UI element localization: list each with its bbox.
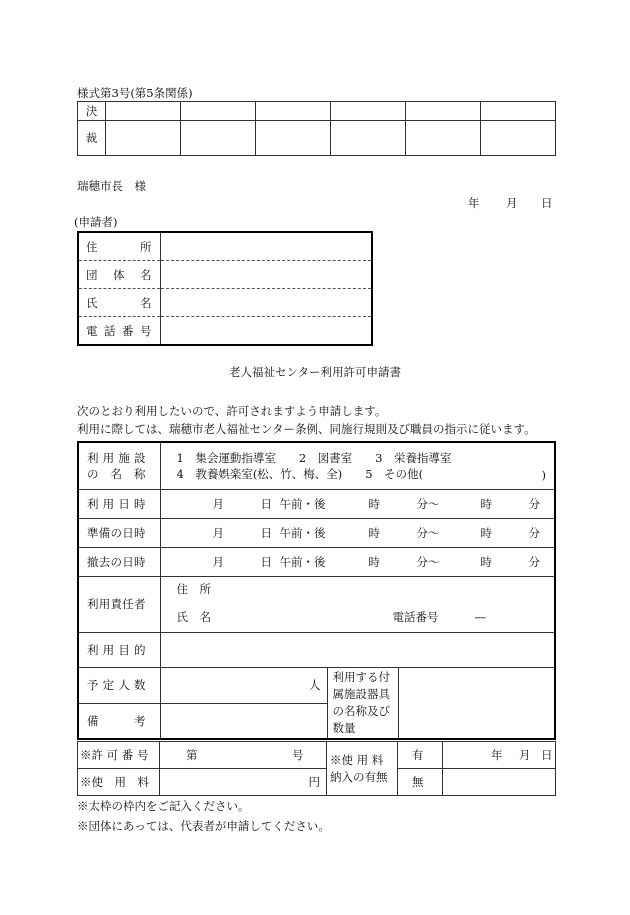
- removal-datetime-label: 撤 去 の 日 時: [78, 547, 160, 576]
- fee-unit: 円: [308, 775, 320, 789]
- applicant-name-field[interactable]: [160, 289, 372, 317]
- fee-paid-no[interactable]: 無: [398, 769, 443, 796]
- prep-datetime-label: 準 備 の 日 時: [78, 518, 160, 547]
- applicant-address-field[interactable]: [160, 232, 372, 261]
- fee-paid-date-field[interactable]: 年 月 日: [443, 742, 556, 769]
- permit-number-field[interactable]: 第 号: [160, 742, 327, 769]
- fee-paid-label: ※使 用 料 納入の有無: [327, 742, 398, 796]
- stamp-header-cell[interactable]: [481, 102, 556, 121]
- usage-datetime-label: 利 用 日 時: [78, 489, 160, 518]
- approval-stamp-grid: [77, 101, 556, 156]
- responsible-address-label: 住 所: [176, 581, 211, 596]
- addressee: 瑞穂市長 様: [77, 179, 146, 193]
- stamp-cell[interactable]: [256, 121, 331, 156]
- facility-label: 利 用 施 設 の 名 称: [78, 442, 160, 489]
- applicant-name-label: 氏 名: [78, 289, 160, 317]
- stamp-header-cell[interactable]: [406, 102, 481, 121]
- form-title: 老人福祉センター利用許可申請書: [228, 365, 402, 379]
- responsible-phone-dash: —: [474, 609, 486, 624]
- stamp-header-cell[interactable]: [106, 102, 181, 121]
- application-form: [77, 441, 556, 740]
- intro-line-1: 次のとおり利用したいので、許可されますよう申請します。: [77, 404, 387, 418]
- stamp-cell[interactable]: [331, 121, 406, 156]
- applicant-phone-field[interactable]: [160, 317, 372, 346]
- facility-other-close: ): [541, 467, 546, 482]
- stamp-cell[interactable]: [106, 121, 181, 156]
- form-number: 様式第3号(第5条関係): [77, 86, 193, 100]
- notes-label: 備 考: [78, 703, 160, 739]
- footnote-1: ※太枠の枠内をご記入ください。: [77, 799, 250, 813]
- purpose-label: 利 用 目 的: [78, 632, 160, 667]
- purpose-field[interactable]: [160, 632, 555, 667]
- footnote-2: ※団体にあっては、代表者が申請してください。: [77, 819, 330, 833]
- facility-options[interactable]: [160, 442, 555, 489]
- expected-people-label: 予 定 人 数: [78, 667, 160, 703]
- usage-fee-field[interactable]: [160, 769, 327, 796]
- usage-datetime-field[interactable]: 月 日 午前・後 時 分～ 時 分: [160, 489, 555, 518]
- intro-line-2: 利用に際しては、瑞穂市老人福祉センター条例、同施行規則及び職員の指示に従います。: [77, 422, 536, 436]
- people-unit: 人: [309, 678, 321, 692]
- responsible-name-label: 氏 名: [176, 609, 211, 624]
- facility-option-line-2: 4 教養娯楽室(松、竹、梅、全) 5 その他(: [176, 466, 424, 481]
- kessai-label-top: 決: [78, 102, 106, 121]
- applicant-group-field[interactable]: [160, 261, 372, 289]
- applicant-box: [77, 231, 373, 346]
- expected-people-field[interactable]: [160, 667, 327, 703]
- kessai-label-bottom: 裁: [78, 121, 106, 156]
- removal-datetime-field[interactable]: 月 日 午前・後 時 分～ 時 分: [160, 547, 555, 576]
- responsible-person-field[interactable]: [160, 576, 555, 632]
- fee-paid-none-field[interactable]: [443, 769, 556, 796]
- applicant-heading: (申請者): [74, 215, 118, 229]
- stamp-cell[interactable]: [406, 121, 481, 156]
- usage-fee-label: ※使 用 料: [78, 769, 160, 796]
- applicant-group-label: 団 体 名: [78, 261, 160, 289]
- applicant-address-label: 住 所: [78, 232, 160, 261]
- stamp-header-cell[interactable]: [331, 102, 406, 121]
- date-year: 年: [468, 196, 480, 210]
- responsible-phone-label: 電話番号: [392, 609, 439, 624]
- stamp-header-cell[interactable]: [181, 102, 256, 121]
- permit-number-label: ※許 可 番 号: [78, 742, 160, 769]
- facility-option-line-1: 1 集会運動指導室 2 図書室 3 栄養指導室: [176, 450, 452, 465]
- equipment-field[interactable]: [398, 667, 555, 739]
- date-day: 日: [541, 196, 553, 210]
- notes-field[interactable]: [160, 703, 327, 739]
- fee-paid-yes[interactable]: 有: [398, 742, 443, 769]
- stamp-header-cell[interactable]: [256, 102, 331, 121]
- stamp-cell[interactable]: [181, 121, 256, 156]
- responsible-person-label: 利 用 責 任 者: [78, 576, 160, 632]
- applicant-phone-label: 電 話 番 号: [78, 317, 160, 346]
- date-month: 月: [506, 196, 518, 210]
- stamp-cell[interactable]: [481, 121, 556, 156]
- equipment-label: 利用する付属施設器具の名称及び数量: [327, 667, 398, 739]
- prep-datetime-field[interactable]: 月 日 午前・後 時 分～ 時 分: [160, 518, 555, 547]
- office-use-section: [77, 741, 556, 796]
